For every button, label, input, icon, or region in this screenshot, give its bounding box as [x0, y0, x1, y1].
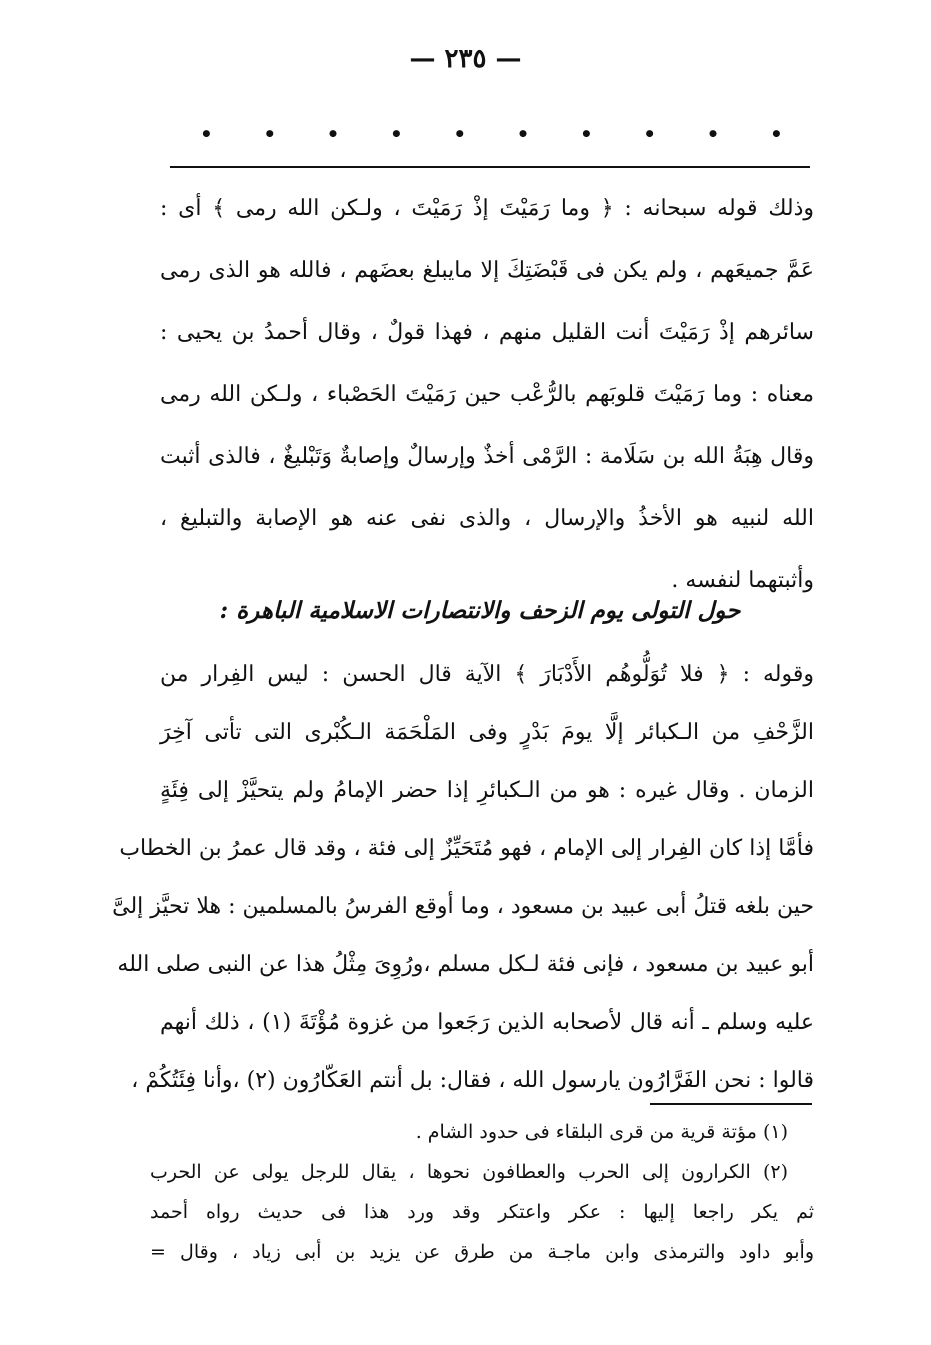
ornament-dot: •	[326, 122, 340, 146]
footnote-line: (١) مؤتة قرية من قرى البلقاء فى حدود الشام .	[415, 1121, 788, 1143]
text-line: قالوا : نحن الفَرَّارُون يارسول الله ، فقال: بل أنتم العَكّارُون (٢) ،وأنا فِئَتُكُمْ ،	[131, 1068, 814, 1093]
ornament-dot: •	[579, 122, 593, 146]
footnote-line: ثم يكر راجعا إليها : عكر واعتكر وقد ورد هذا فى حديث رواه أحمد	[150, 1201, 814, 1223]
text-line: وقال هِبَةُ الله بن سَلَامة : الرَّمْى أخذٌ وإرسالٌ وإصابةٌ وَتَبْليغٌ ، فالذى أثبت	[160, 444, 814, 469]
top-rule	[170, 166, 810, 168]
text-line: فأمَّا إذا كان الفِرار إلى الإمام ، فهو مُتَحَيِّزٌ إلى فئة ، وقد قال عمرُ بن الخطاب	[119, 836, 814, 861]
text-line: الزمان . وقال غيره : هو من الـكبائرِ إذا حضر الإمامُ ولم يتحيَّزْ إلى فِئَةٍ	[160, 778, 814, 803]
ornament-dot: •	[643, 122, 657, 146]
page-number: — ٢٣٥ —	[409, 44, 522, 74]
text-line: وذلك قوله سبحانه : ﴿ وما رَمَيْتَ إذْ رَمَيْتَ ، ولـكن الله رمى ﴾ أى :	[160, 196, 814, 221]
text-line: الله لنبيه هو الأخذُ والإرسال ، والذى نفى عنه هو الإصابة والتبليغ ،	[160, 506, 814, 531]
text-line: سائرهم إذْ رَمَيْتَ أنت القليل منهم ، فهذا قولٌ ، وقال أحمدُ بن يحيى :	[160, 320, 814, 345]
ornament-dot: •	[706, 122, 720, 146]
text-line: وقوله : ﴿ فلا تُوَلُّوهُم الأَدْبَارَ ﴾ الآية قال الحسن : ليس الفِرار من	[160, 662, 814, 687]
ornament-dot: •	[389, 122, 403, 146]
ornament-dot: •	[263, 122, 277, 146]
ornament-dot: •	[200, 122, 213, 146]
text-line: وأثبتهما لنفسه .	[671, 568, 814, 593]
text-line: عليه وسلم ـ أنه قال لأصحابه الذين رَجَعوا من غزوة مُؤْتَةَ (١) ، ذلك أنهم	[160, 1010, 814, 1035]
footnote-line: (٢) الكرارون إلى الحرب والعطافون نحوها ، يقال للرجل يولى عن الحرب	[150, 1161, 788, 1183]
text-line: أبو عبيد بن مسعود ، فإنى فئة لـكل مسلم ،ورُوِىَ مِثْلُ هذا عن النبى صلى الله	[117, 952, 814, 977]
text-line: معناه : وما رَمَيْتَ قلوبَهم بالرُّعْب حين رَمَيْتَ الحَصْباء ، ولـكن الله رمى	[160, 382, 814, 407]
footnote-line: وأبو داود والترمذى وابن ماجـة من طرق عن يزيد بن أبى زياد ، وقال =	[150, 1241, 814, 1263]
text-line: حين بلغه قتلُ أبى عبيد بن مسعود ، وما أوقع الفرسُ بالمسلمين : هلا تحيَّز إلىَّ	[112, 894, 814, 919]
footnote-rule	[650, 1103, 812, 1105]
ornament-dot: •	[516, 122, 530, 146]
second-paragraph	[112, 646, 814, 1110]
section-heading: حول التولى يوم الزحف والانتصارات الاسلامية الباهرة :	[219, 597, 741, 624]
text-line: عَمَّ جميعَهم ، ولم يكن فى قَبْضَتِكَ إلا مايبلغ بعضَهم ، فالله هو الذى رمى	[160, 258, 814, 283]
main-paragraph	[160, 178, 814, 612]
ornament-divider	[200, 122, 783, 146]
ornament-dot: •	[453, 122, 467, 146]
ornament-dot: •	[769, 122, 783, 146]
text-line: الزَّحْفِ من الـكبائر إلَّا يومَ بَدْرٍ وفى المَلْحَمَة الـكُبْرى التى تأتى آخِرَ	[160, 720, 814, 745]
footnotes	[150, 1112, 814, 1272]
